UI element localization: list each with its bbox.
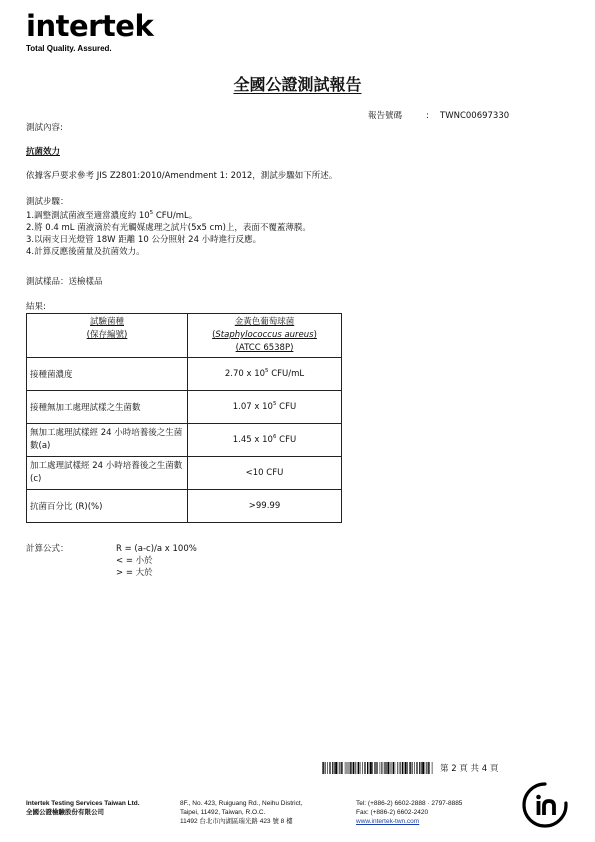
table-row bbox=[27, 358, 342, 391]
steps-list bbox=[26, 210, 311, 258]
row-value: >99.99 bbox=[188, 490, 342, 523]
barcode-image bbox=[322, 762, 434, 774]
step-item: 4.計算反應後菌量及抗菌效力。 bbox=[26, 247, 145, 257]
footer-address bbox=[180, 799, 302, 826]
formula-line: > = 大於 bbox=[116, 568, 153, 578]
content-label: 測試內容: bbox=[26, 123, 63, 133]
row-label: 接種無加工處理試樣之生菌數 bbox=[27, 391, 188, 424]
step-item: 1.調整測試菌液至適當濃度約 $10^5$ CFU/mL。 bbox=[26, 210, 198, 221]
row-label: 抗菌百分比 (R)(%) bbox=[27, 490, 188, 523]
report-number-value: TWNC00697330 bbox=[440, 111, 510, 121]
table-row bbox=[27, 391, 342, 424]
step-item: 2.將 0.4 mL 菌液滴於有光觸媒處理之試片(5x5 cm)上，表面不覆蓋薄膜。 bbox=[26, 223, 311, 233]
row-label: 接種菌濃度 bbox=[27, 358, 188, 391]
report-number-label: 報告號碼 bbox=[368, 111, 403, 121]
fax-text: Fax: (+886-2) 6602-2420 bbox=[356, 809, 429, 816]
report-title bbox=[0, 72, 595, 95]
intro-text: 依據客戶要求參考 JIS Z2801:2010/Amendment 1: 2012，測試步驟如下所述。 bbox=[26, 171, 338, 181]
formula-line: R = (a-c)/a x 100% bbox=[116, 544, 197, 554]
website-link[interactable]: www.intertek-twn.com bbox=[356, 818, 420, 825]
address-line: 11492 台北市內湖區瑞光路 423 號 8 樓 bbox=[180, 818, 293, 825]
row-value: 2.70 x $10^5$ CFU/mL bbox=[188, 358, 342, 391]
section-title: 抗菌效力 bbox=[26, 147, 61, 157]
row-value: 1.45 x $10^6$ CFU bbox=[188, 424, 342, 457]
formula-block bbox=[116, 543, 197, 579]
header-cell-strain: 試驗菌種 (保存編號) bbox=[27, 314, 188, 358]
results-label: 結果: bbox=[26, 302, 46, 312]
row-label: 加工處理試樣經 24 小時培養後之生菌數(c) bbox=[27, 457, 188, 490]
logo-wordmark: intertek bbox=[26, 9, 154, 43]
report-number bbox=[368, 109, 509, 121]
table-row bbox=[27, 490, 342, 523]
table-row bbox=[27, 457, 342, 490]
table-header-row bbox=[27, 314, 342, 358]
tel-text: Tel: (+886-2) 6602-2888 · 2797-8885 bbox=[356, 800, 463, 807]
logo-tagline: Total Quality. Assured. bbox=[26, 44, 112, 53]
results-table bbox=[26, 313, 342, 523]
row-value: 1.07 x $10^5$ CFU bbox=[188, 391, 342, 424]
footer-company bbox=[26, 799, 140, 817]
footer-contact bbox=[356, 799, 462, 826]
report-title-text: 全國公證測試報告 bbox=[233, 75, 362, 94]
steps-title: 測試步驟： bbox=[26, 197, 69, 207]
report-number-sep: : bbox=[426, 111, 429, 121]
address-line: Taipei, 11492, Taiwan, R.O.C. bbox=[180, 809, 266, 816]
row-value: <10 CFU bbox=[188, 457, 342, 490]
row-label: 無加工處理試樣經 24 小時培養後之生菌數(a) bbox=[27, 424, 188, 457]
company-name-en: Intertek Testing Services Taiwan Ltd. bbox=[26, 800, 140, 807]
company-name-zh: 全國公證檢驗股份有限公司 bbox=[26, 809, 104, 816]
intertek-logo bbox=[26, 9, 154, 53]
address-line: 8F., No. 423, Ruiguang Rd., Neihu District, bbox=[180, 800, 303, 807]
page-number: 第 2 頁 共 4 頁 bbox=[440, 764, 499, 774]
step-item: 3.以兩支日光燈管 18W 距離 10 公分照射 24 小時進行反應。 bbox=[26, 235, 262, 245]
formula-line: < = 小於 bbox=[116, 556, 153, 566]
table-row bbox=[27, 424, 342, 457]
intertek-circle-icon bbox=[520, 780, 570, 830]
header-cell-organism: 金黃色葡萄球菌 (Staphylococcus aureus) (ATCC 6538P) bbox=[188, 314, 342, 358]
sample-text: 測試樣品：送檢樣品 bbox=[26, 277, 103, 287]
formula-label: 計算公式： bbox=[26, 544, 69, 554]
